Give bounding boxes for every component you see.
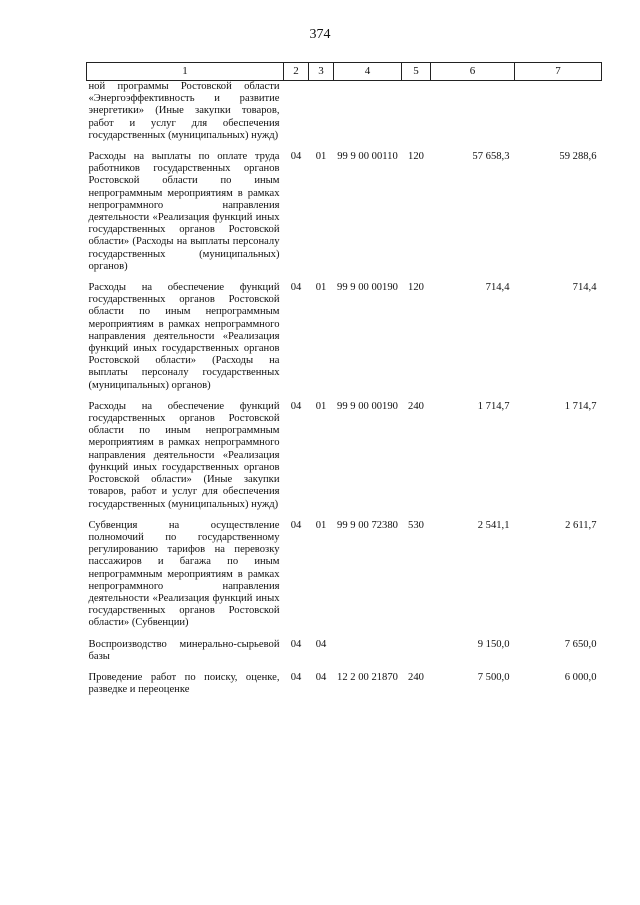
row-year1 bbox=[431, 81, 515, 143]
row-year2 bbox=[515, 81, 602, 143]
row-subsection: 01 bbox=[315, 519, 327, 531]
row-type: 120 bbox=[408, 282, 424, 294]
row-subsection: 01 bbox=[315, 282, 327, 294]
row-year2: 7 650,0 bbox=[564, 638, 597, 650]
row-type: 240 bbox=[408, 671, 424, 683]
row-type: 120 bbox=[408, 151, 424, 163]
table-row bbox=[87, 639, 602, 663]
page-number: 374 bbox=[309, 27, 331, 42]
table-row bbox=[87, 81, 602, 143]
row-year2: 59 288,6 bbox=[559, 151, 597, 163]
row-description: Расходы на обеспечение функций государственных органов Ростовской области по иным непрограммным мероприятиям в рамках непрограммного направления деятельности «Реализация функций иных государственных органов Ростовской области» (Расходы на выплаты персоналу государственных (муниципальных) органов) bbox=[88, 282, 280, 391]
row-subsection: 04 bbox=[315, 638, 327, 650]
row-target: 99 9 00 00110 bbox=[337, 151, 398, 163]
row-year1: 714,4 bbox=[485, 282, 510, 294]
row-description: Расходы на выплаты по оплате труда работников государственных органов Ростовской области по иным непрограммным мероприятиям в рамках непрограммного направления деятельности «Реализация функций иных государственных органов Ростовской области» (Расходы на выплаты персоналу государственных (муниципальных) органов) bbox=[88, 151, 280, 272]
row-subsection: 01 bbox=[315, 400, 327, 412]
row-subsection: 01 bbox=[315, 151, 327, 163]
table-header-row bbox=[87, 63, 602, 81]
row-section: 04 bbox=[290, 638, 302, 650]
row-year2: 2 611,7 bbox=[565, 519, 597, 531]
row-description: Воспроизводство минерально-сырьевой базы bbox=[88, 638, 280, 662]
row-year1: 7 500,0 bbox=[477, 671, 510, 683]
row-target: 99 9 00 72380 bbox=[337, 519, 398, 531]
row-year2: 714,4 bbox=[572, 282, 597, 294]
row-section: 04 bbox=[290, 282, 302, 294]
row-subsection bbox=[309, 81, 334, 143]
table-row bbox=[87, 520, 602, 630]
row-section bbox=[284, 81, 309, 143]
row-section: 04 bbox=[290, 151, 302, 163]
column-header: 4 bbox=[334, 63, 402, 81]
row-target: 12 2 00 21870 bbox=[337, 671, 398, 683]
column-header: 6 bbox=[431, 63, 515, 81]
column-header: 7 bbox=[515, 63, 602, 81]
table-row bbox=[87, 282, 602, 392]
column-header: 3 bbox=[309, 63, 334, 81]
column-header: 1 bbox=[87, 63, 284, 81]
row-target: 99 9 00 00190 bbox=[337, 282, 398, 294]
row-type bbox=[402, 639, 431, 663]
row-target: 99 9 00 00190 bbox=[337, 400, 398, 412]
row-description: Проведение работ по поиску, оценке, разведке и переоценке bbox=[88, 671, 280, 696]
budget-table bbox=[86, 62, 602, 696]
row-section: 04 bbox=[290, 671, 302, 683]
column-header: 2 bbox=[284, 63, 309, 81]
row-description: Расходы на обеспечение функций государственных органов Ростовской области по иным непрограммным мероприятиям в рамках непрограммного направления деятельности «Реализация функций иных государственных органов Ростовской области» (Иные закупки товаров, работ и услуг для обеспечения государственных (муниципальных) нужд) bbox=[88, 400, 280, 510]
row-section: 04 bbox=[290, 519, 302, 531]
row-description: ной программы Ростовской области «Энергоэффективность и развитие энергетики» (Иные закупки товаров, работ и услуг для обеспечения государственных (муниципальных) нужд) bbox=[88, 81, 280, 141]
row-year2: 1 714,7 bbox=[564, 400, 597, 412]
row-subsection: 04 bbox=[315, 671, 327, 683]
row-type bbox=[402, 81, 431, 143]
row-year1: 57 658,3 bbox=[472, 151, 510, 163]
row-year1: 1 714,7 bbox=[477, 400, 510, 412]
row-type: 240 bbox=[408, 400, 424, 412]
row-target bbox=[334, 81, 402, 143]
row-year1: 2 541,1 bbox=[477, 519, 510, 531]
table-row bbox=[87, 672, 602, 696]
row-target bbox=[334, 639, 402, 663]
table-row bbox=[87, 151, 602, 273]
row-description: Субвенция на осуществление полномочий по государственному регулированию тарифов на перевозку пассажиров и багажа по иным непрограммным мероприятиям в рамках непрограммного направления деятельности «Реализация функций иных государственных органов Ростовской области» (Субвенции) bbox=[88, 519, 280, 629]
row-type: 530 bbox=[408, 519, 424, 531]
row-section: 04 bbox=[290, 400, 302, 412]
table-row bbox=[87, 401, 602, 511]
column-header: 5 bbox=[402, 63, 431, 81]
row-year1: 9 150,0 bbox=[477, 638, 510, 650]
row-year2: 6 000,0 bbox=[564, 671, 597, 683]
